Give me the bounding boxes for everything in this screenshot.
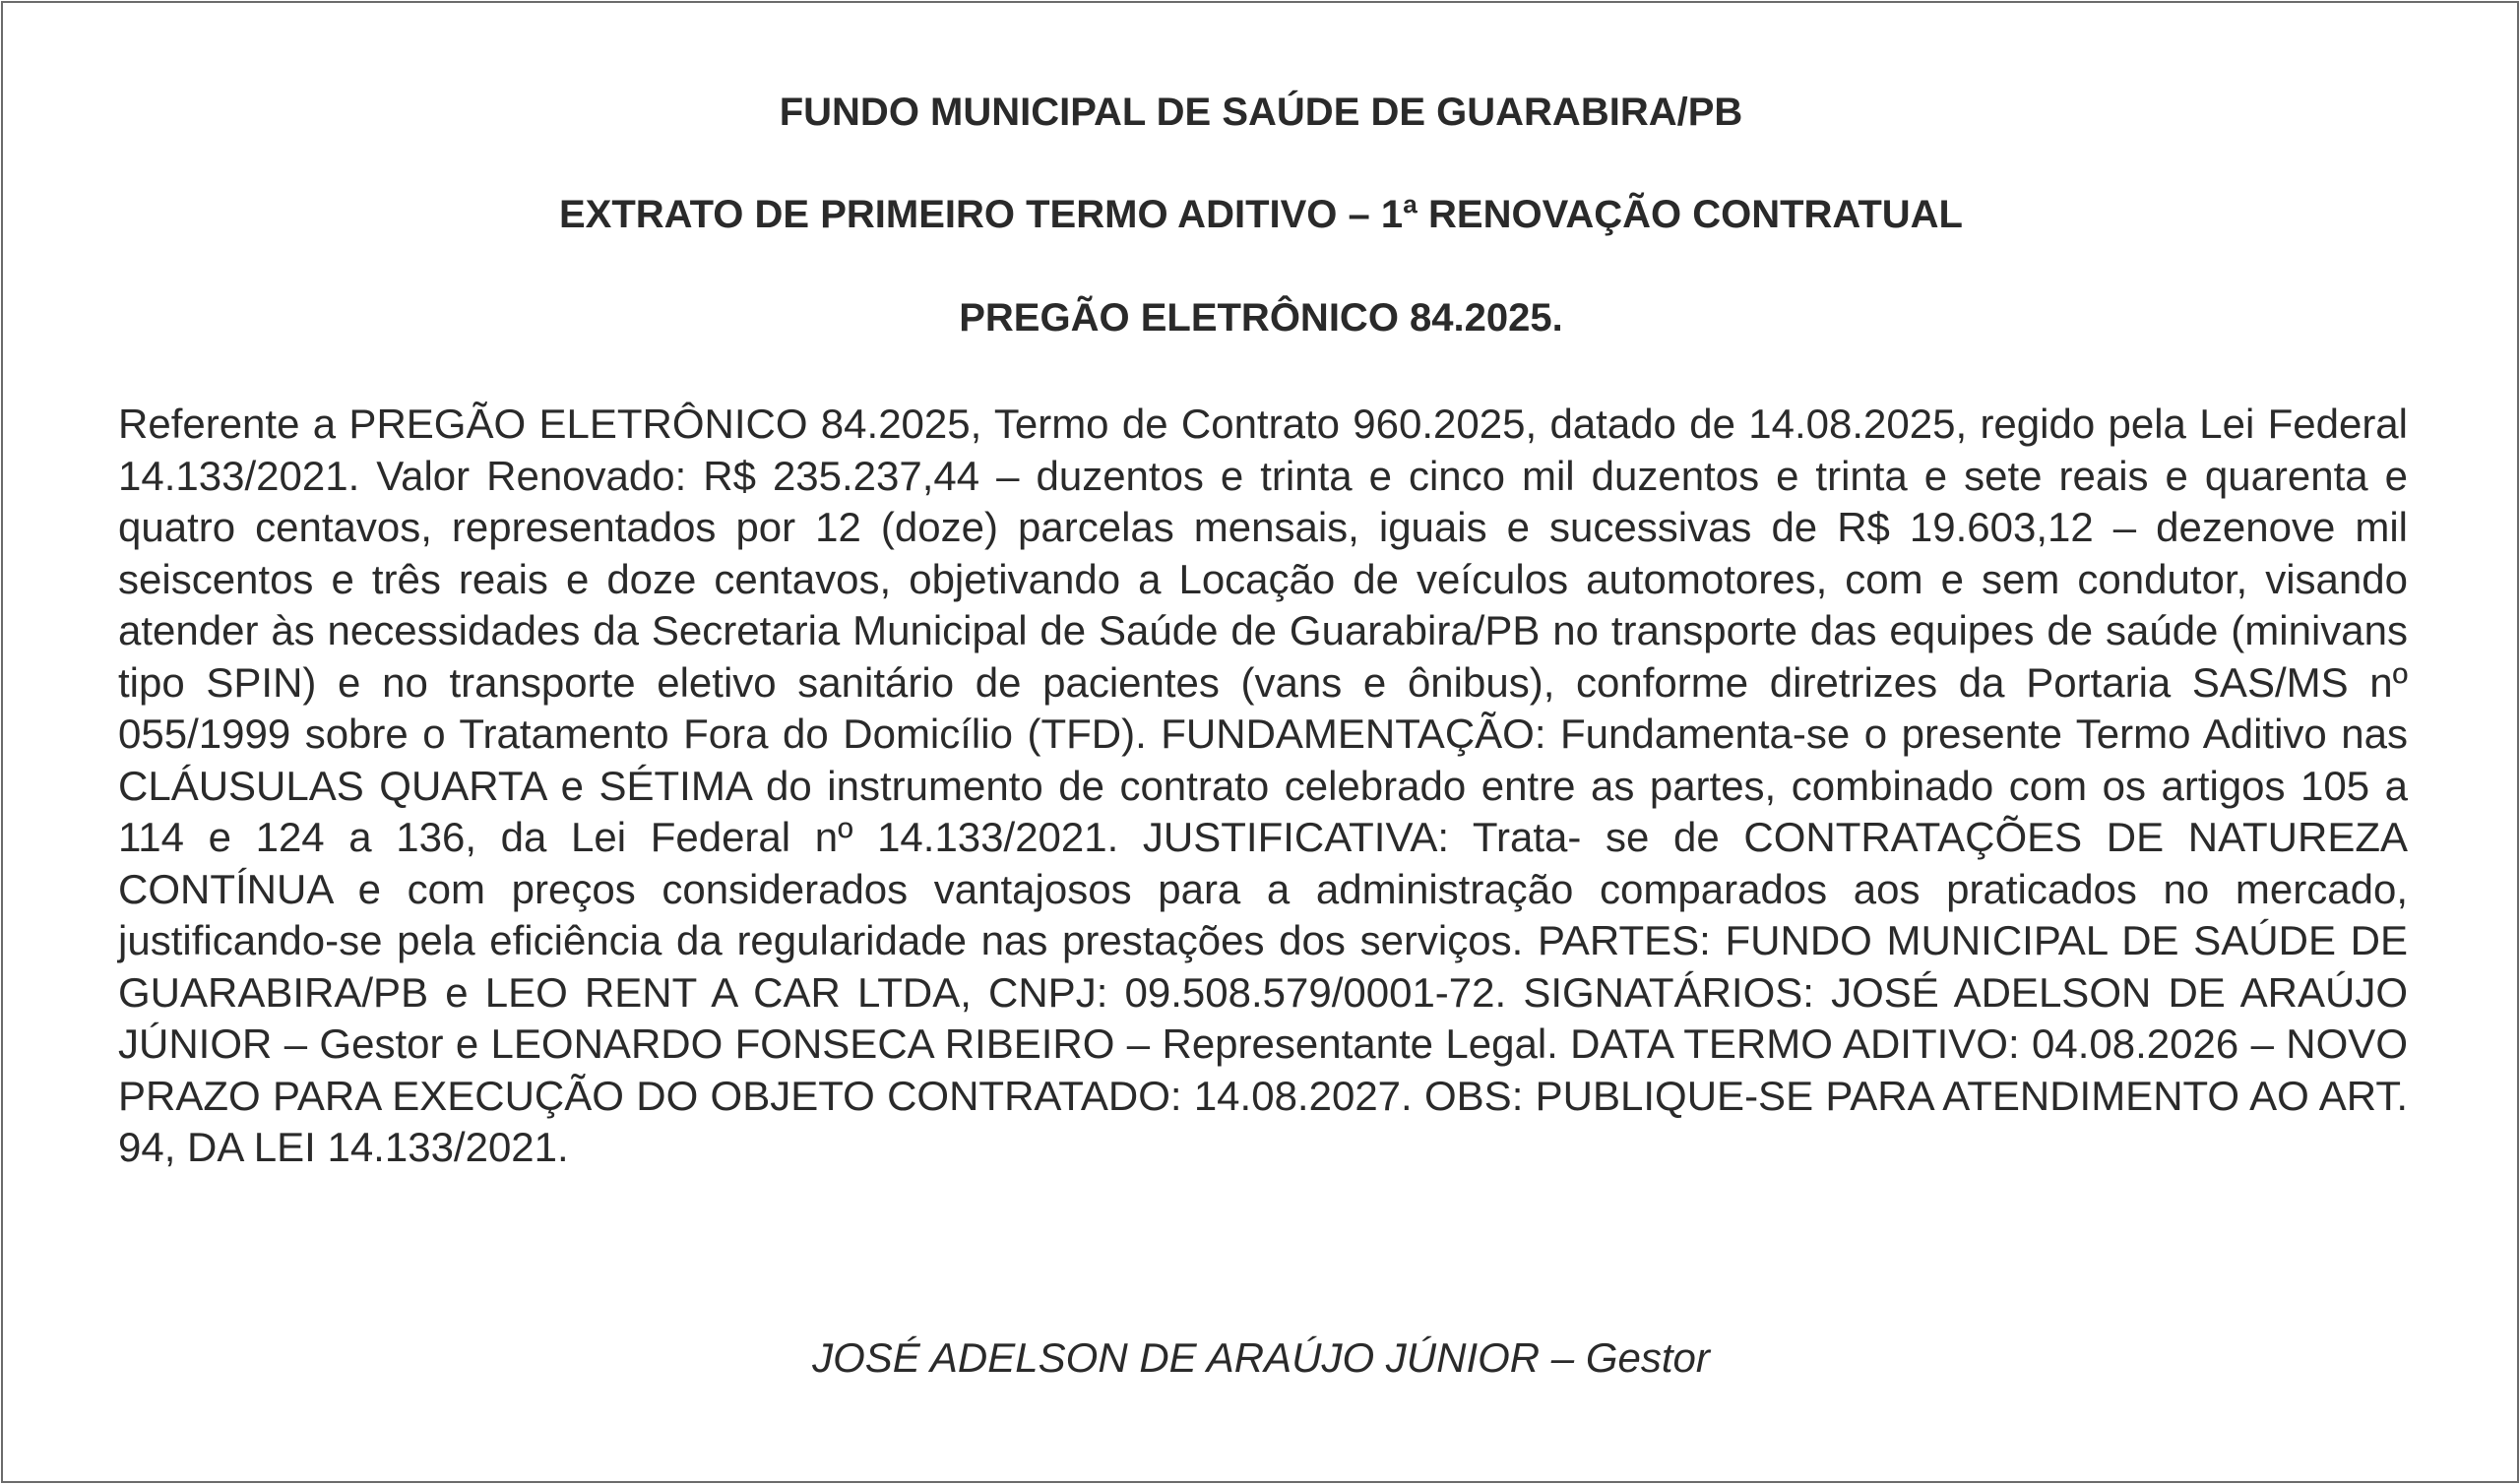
document-heading-organization: FUNDO MUNICIPAL DE SAÚDE DE GUARABIRA/PB	[779, 91, 1743, 134]
document-heading-title: EXTRATO DE PRIMEIRO TERMO ADITIVO – 1ª RENOVAÇÃO CONTRATUAL	[559, 193, 1963, 236]
document-heading-procurement: PREGÃO ELETRÔNICO 84.2025.	[959, 296, 1563, 340]
document-frame	[1, 1, 2519, 1483]
document-signature: JOSÉ ADELSON DE ARAÚJO JÚNIOR – Gestor	[812, 1334, 1710, 1381]
document-body: Referente a PREGÃO ELETRÔNICO 84.2025, Termo de Contrato 960.2025, datado de 14.08.2025, regido pela Lei Federal 14.133/2021. Valor Renovado: R$ 235.237,44 – duzentos e trinta e cinco mil duzentos e trinta e sete reais e quarenta e quatro centavos, representados por 12 (doze) parcelas mensais, iguais e sucessivas de R$ 19.603,12 – dezenove mil seiscentos e três reais e doze centavos, objetivando a Locação de veículos automotores, com e sem condutor, visando atender às necessidades da Secretaria Municipal de Saúde de Guarabira/PB no transporte das equipes de saúde (minivans tipo SPIN) e no transporte eletivo sanitário de pacientes (vans e ônibus), conforme diretrizes da Portaria SAS/MS nº 055/1999 sobre o Tratamento Fora do Domicílio (TFD). FUNDAMENTAÇÃO: Fundamenta-se o presente Termo Aditivo nas CLÁUSULAS QUARTA e SÉTIMA do instrumento de contrato celebrado entre as partes, combinado com os artigos 105 a 114 e 124 a 136, da Lei Federal nº 14.133/2021. JUSTIFICATIVA: Trata- se de CONTRATAÇÕES DE NATUREZA CONTÍNUA e com preços considerados vantajosos para a administração comparados aos praticados no mercado, justificando-se pela eficiência da regularidade nas prestações dos serviços. PARTES: FUNDO MUNICIPAL DE SAÚDE DE GUARABIRA/PB e LEO RENT A CAR LTDA, CNPJ: 09.508.579/0001-72. SIGNATÁRIOS: JOSÉ ADELSON DE ARAÚJO JÚNIOR – Gestor e LEONARDO FONSECA RIBEIRO – Representante Legal. DATA TERMO ADITIVO: 04.08.2026 – NOVO PRAZO PARA EXECUÇÃO DO OBJETO CONTRATADO: 14.08.2027. OBS: PUBLIQUE-SE PARA ATENDIMENTO AO ART. 94, DA LEI 14.133/2021.	[118, 401, 2408, 1170]
